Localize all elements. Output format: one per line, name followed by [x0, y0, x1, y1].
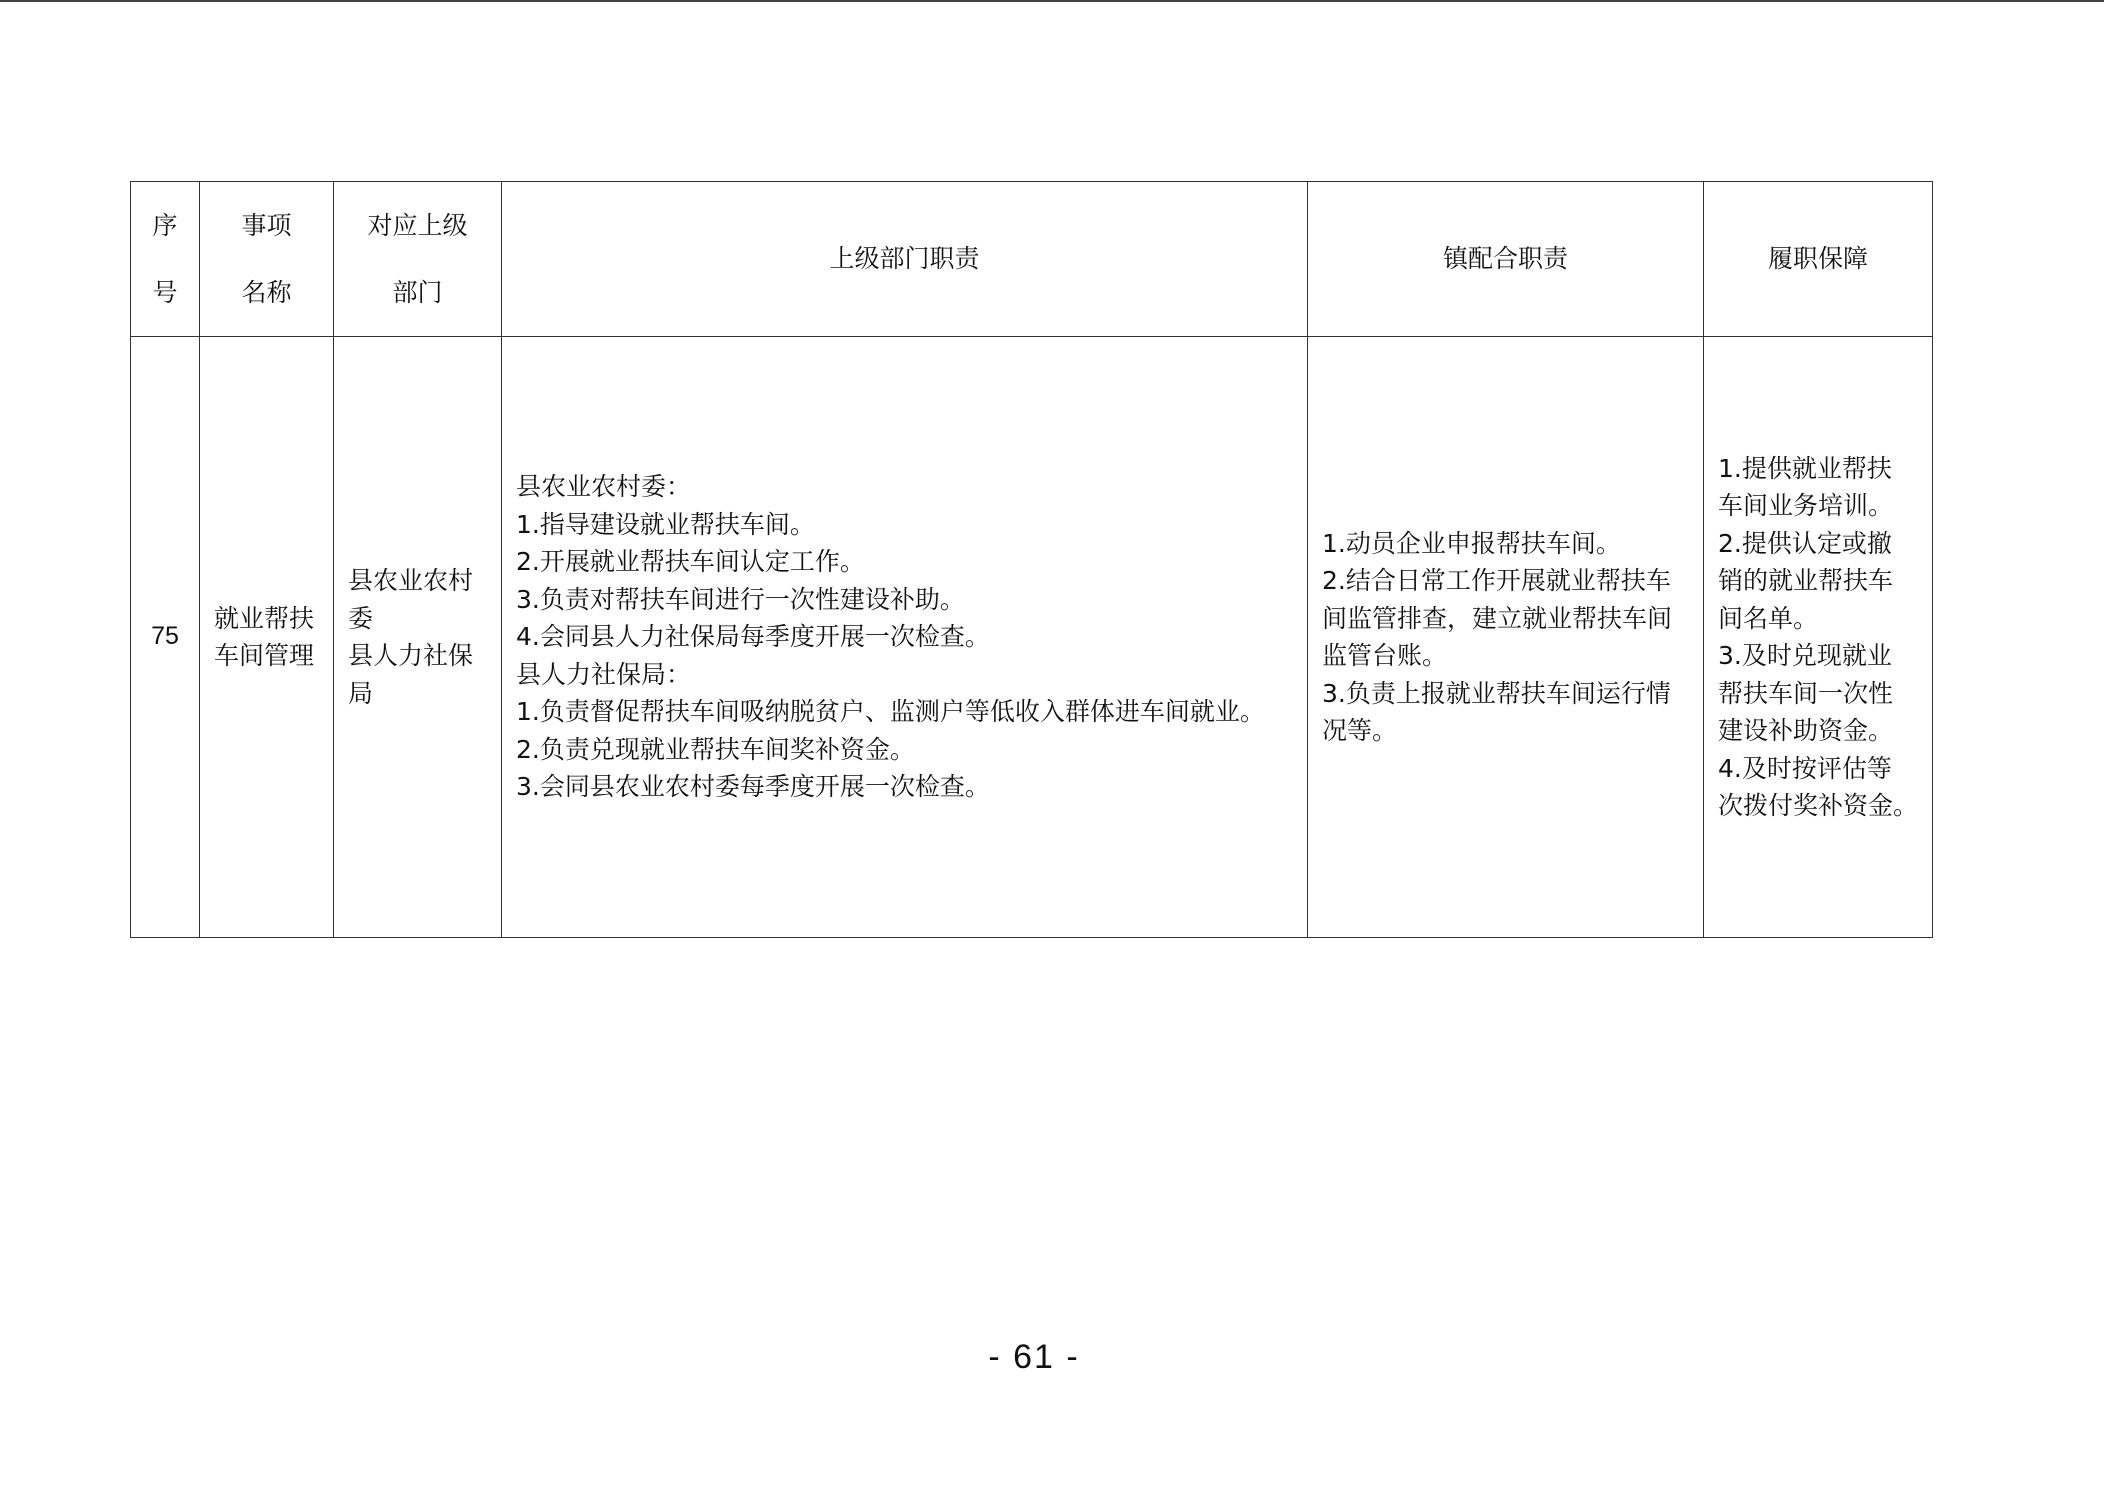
- header-seq-line2: 号: [152, 277, 178, 307]
- header-seq: [131, 182, 200, 337]
- duty-table: [130, 181, 1933, 938]
- town-duty-line: 况等。: [1322, 716, 1398, 745]
- upper-duty-line: 4.会同县人力社保局每季度开展一次检查。: [516, 622, 990, 652]
- item-name-line: 就业帮扶: [214, 603, 315, 633]
- header-guarantee: 履职保障: [1704, 182, 1933, 337]
- item-name-line: 车间管理: [214, 641, 315, 670]
- guarantee-line: 3.及时兑现就业: [1718, 641, 1892, 670]
- upper-dept-line: 局: [348, 678, 374, 708]
- table-row: [131, 337, 1933, 938]
- header-town-duty: 镇配合职责: [1308, 182, 1704, 337]
- town-duty-line: 3.负责上报就业帮扶车间运行情: [1322, 678, 1671, 708]
- header-item-name: [200, 182, 334, 337]
- header-item-name-line1: 事项: [241, 211, 292, 240]
- upper-dept-line: 县农业农村: [348, 566, 474, 595]
- cell-guarantee: [1704, 337, 1933, 938]
- guarantee-line: 建设补助资金。: [1718, 716, 1894, 745]
- cell-upper-dept: [334, 337, 502, 938]
- guarantee-line: 次拨付奖补资金。: [1718, 791, 1919, 820]
- header-upper-dept-line2: 部门: [392, 277, 443, 307]
- upper-duty-line: 1.负责督促帮扶车间吸纳脱贫户、监测户等低收入群体进车间就业。: [516, 697, 1265, 727]
- cell-town-duty: [1308, 337, 1704, 938]
- header-upper-dept: [334, 182, 502, 337]
- cell-seq: 75: [131, 337, 200, 938]
- upper-duty-line: 3.会同县农业农村委每季度开展一次检查。: [516, 772, 990, 802]
- upper-duty-line: 2.负责兑现就业帮扶车间奖补资金。: [516, 734, 915, 764]
- guarantee-line: 车间业务培训。: [1718, 491, 1894, 520]
- header-seq-line1: 序: [152, 211, 178, 240]
- town-duty-line: 间监管排查，建立就业帮扶车间: [1322, 603, 1673, 633]
- town-duty-line: 监管台账。: [1322, 641, 1448, 670]
- cell-upper-duty: [502, 337, 1308, 938]
- guarantee-line: 帮扶车间一次性: [1718, 678, 1894, 708]
- guarantee-line: 销的就业帮扶车: [1718, 566, 1894, 595]
- town-duty-line: 1.动员企业申报帮扶车间。: [1322, 528, 1621, 558]
- table-header: [131, 182, 1933, 337]
- upper-dept-line: 委: [348, 603, 374, 633]
- table-body: [131, 337, 1933, 938]
- header-item-name-line2: 名称: [241, 277, 292, 307]
- header-upper-dept-line1: 对应上级: [367, 211, 468, 240]
- header-row: [131, 182, 1933, 337]
- page-number: - 61 -: [988, 1338, 1080, 1376]
- upper-duty-line: 1.指导建设就业帮扶车间。: [516, 509, 815, 539]
- guarantee-line: 2.提供认定或撤: [1718, 528, 1892, 558]
- header-upper-duty: 上级部门职责: [502, 182, 1308, 337]
- upper-duty-line: 县农业农村委：: [516, 472, 692, 502]
- upper-duty-line: 县人力社保局：: [516, 659, 692, 689]
- cell-item-name: [200, 337, 334, 938]
- guarantee-line: 1.提供就业帮扶: [1718, 453, 1892, 483]
- guarantee-line: 4.及时按评估等: [1718, 753, 1892, 783]
- guarantee-line: 间名单。: [1718, 603, 1819, 633]
- town-duty-line: 2.结合日常工作开展就业帮扶车: [1322, 566, 1671, 595]
- upper-dept-line: 县人力社保: [348, 641, 474, 670]
- page-top-border: [0, 0, 2104, 2]
- upper-duty-line: 3.负责对帮扶车间进行一次性建设补助。: [516, 584, 965, 614]
- upper-duty-line: 2.开展就业帮扶车间认定工作。: [516, 547, 865, 577]
